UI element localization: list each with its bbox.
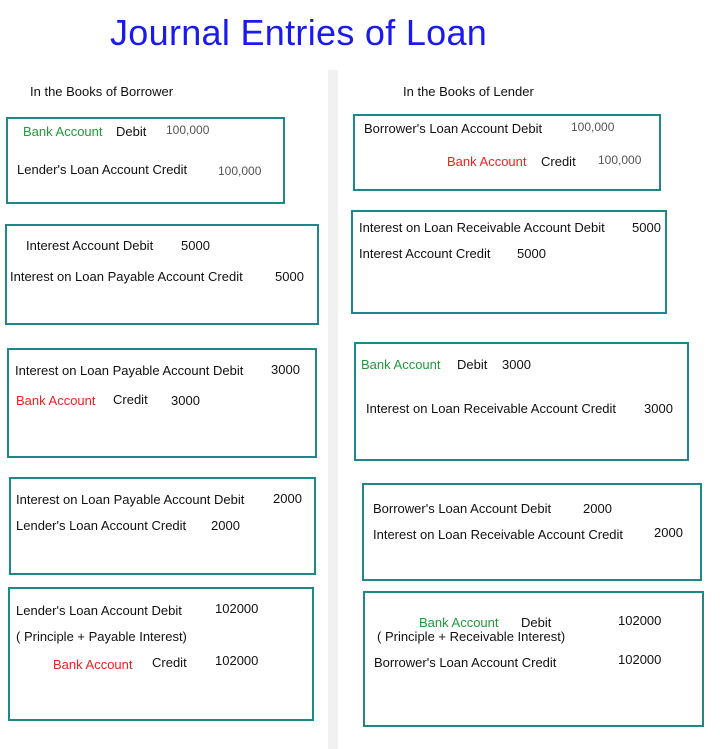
debit-label: Debit	[521, 615, 552, 630]
debit-amount: 100,000	[166, 123, 210, 137]
lender-entry-2	[351, 210, 667, 314]
borrower-entry-2	[5, 224, 319, 325]
debit-line: Borrower's Loan Account Debit	[373, 501, 552, 516]
credit-line: Borrower's Loan Account Credit	[374, 655, 557, 670]
bank-account-credit-label: Bank Account	[16, 393, 96, 408]
credit-label: Credit	[541, 154, 576, 169]
debit-amount: 3000	[502, 357, 531, 372]
credit-label: Credit	[113, 392, 148, 407]
credit-line: Lender's Loan Account Credit	[17, 162, 188, 177]
debit-line: Interest Account Debit	[26, 238, 154, 253]
credit-amount: 3000	[171, 393, 200, 408]
debit-line: Lender's Loan Account Debit	[16, 603, 182, 618]
debit-label: Debit	[116, 124, 147, 139]
lender-entry-4	[362, 483, 702, 581]
debit-label: Debit	[457, 357, 488, 372]
debit-amount: 2000	[583, 501, 612, 516]
principle-note: ( Principle + Receivable Interest)	[377, 629, 566, 644]
debit-amount: 102000	[618, 613, 662, 628]
column-divider	[328, 70, 338, 749]
credit-amount: 5000	[517, 246, 546, 261]
debit-amount: 102000	[215, 601, 259, 616]
credit-label: Credit	[152, 655, 187, 670]
credit-amount: 3000	[644, 401, 673, 416]
credit-amount: 2000	[211, 518, 240, 533]
debit-amount: 100,000	[571, 120, 615, 134]
credit-amount: 102000	[618, 652, 662, 667]
page-title: Journal Entries of Loan	[110, 12, 488, 53]
lender-entry-1	[353, 114, 661, 191]
bank-account-credit-label: Bank Account	[447, 154, 527, 169]
credit-amount: 2000	[654, 525, 683, 540]
debit-amount: 5000	[632, 220, 661, 235]
borrower-entry-3	[7, 348, 317, 458]
debit-line: Borrower's Loan Account Debit	[364, 121, 543, 136]
debit-amount: 2000	[273, 491, 302, 506]
principle-note: ( Principle + Payable Interest)	[16, 629, 187, 644]
credit-amount: 5000	[275, 269, 304, 284]
bank-account-debit-label: Bank Account	[23, 124, 103, 139]
debit-line: Interest on Loan Payable Account Debit	[15, 363, 244, 378]
borrower-entry-1	[6, 117, 285, 204]
credit-line: Interest on Loan Payable Account Credit	[10, 269, 243, 284]
debit-amount: 3000	[271, 362, 300, 377]
debit-line: Interest on Loan Receivable Account Debit	[359, 220, 605, 235]
lender-heading: In the Books of Lender	[403, 84, 534, 99]
borrower-entry-4	[9, 477, 316, 575]
lender-entry-5	[363, 591, 704, 727]
lender-entry-3	[354, 342, 689, 461]
bank-account-debit-label: Bank Account	[419, 615, 499, 630]
credit-line: Interest Account Credit	[359, 246, 491, 261]
bank-account-credit-label: Bank Account	[53, 657, 133, 672]
credit-line: Interest on Loan Receivable Account Credit	[366, 401, 617, 416]
credit-amount: 100,000	[218, 164, 262, 178]
debit-amount: 5000	[181, 238, 210, 253]
debit-line: Interest on Loan Payable Account Debit	[16, 492, 245, 507]
credit-amount: 102000	[215, 653, 259, 668]
credit-amount: 100,000	[598, 153, 642, 167]
bank-account-debit-label: Bank Account	[361, 357, 441, 372]
borrower-entry-5	[8, 587, 314, 721]
credit-line: Lender's Loan Account Credit	[16, 518, 187, 533]
borrower-heading: In the Books of Borrower	[30, 84, 174, 99]
credit-line: Interest on Loan Receivable Account Credit	[373, 527, 624, 542]
